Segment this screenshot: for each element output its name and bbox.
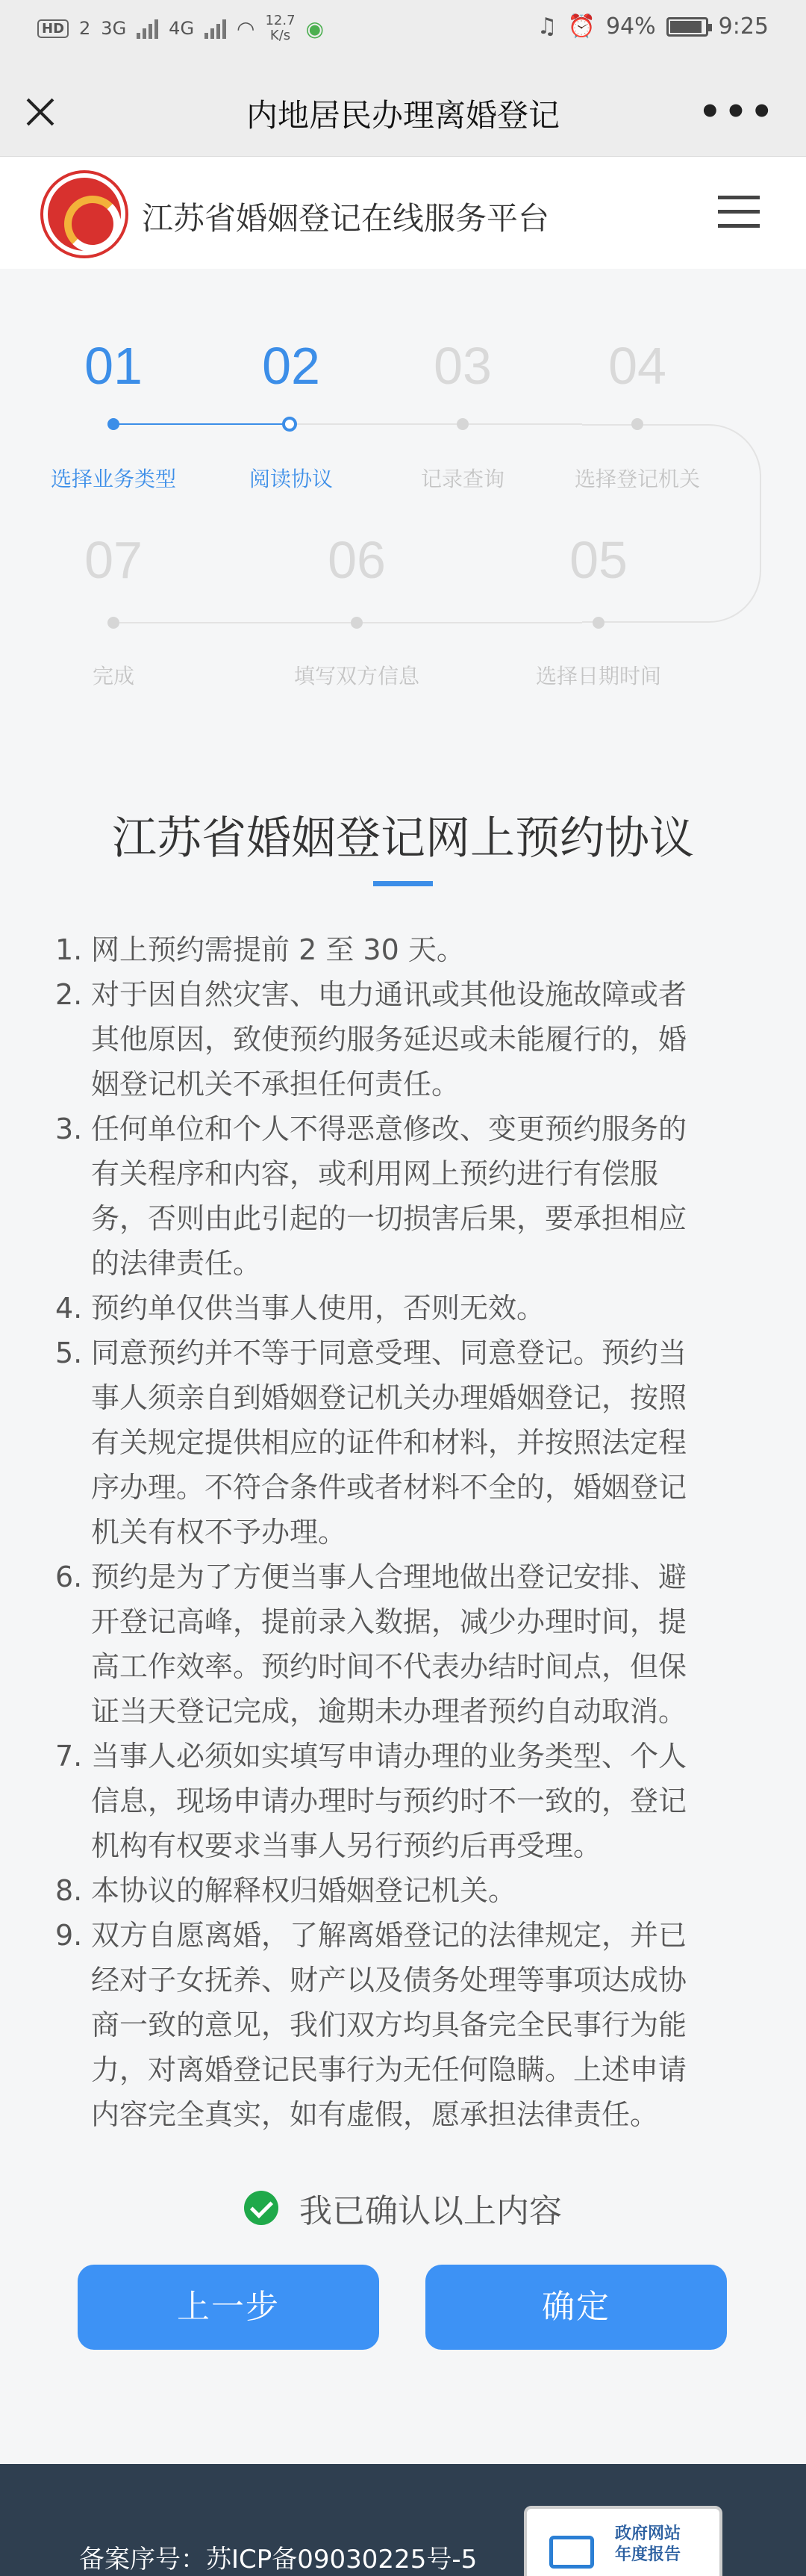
previous-step-button[interactable]: 上一步	[78, 2265, 379, 2350]
item-line: 经对子女抚养、财产以及债务处理等事项达成协	[91, 1964, 687, 1997]
item-line: 本协议的解释权归婚姻登记机关。	[91, 1874, 517, 1907]
item-line: 其他原因，致使预约服务延迟或未能履行的，婚	[91, 1023, 687, 1056]
item-line: 预约单仅供当事人使用，否则无效。	[91, 1292, 546, 1325]
step-label-1[interactable]: 选择业务类型	[50, 467, 176, 491]
agreement-item	[55, 927, 757, 972]
item-number: 1.	[55, 933, 83, 966]
item-line: 内容完全真实，如有虚假，愿承担法律责任。	[91, 2098, 659, 2131]
step-line	[113, 622, 582, 623]
site-logo[interactable]	[43, 173, 125, 255]
headphone-icon: ♫	[537, 13, 557, 40]
item-line: 预约是为了方便当事人合理地做出登记安排、避	[91, 1561, 687, 1593]
status-bar	[0, 0, 806, 64]
step-label-6: 填写双方信息	[293, 664, 419, 688]
item-text	[91, 1331, 687, 1555]
step-progress	[0, 269, 806, 747]
check-circle-icon[interactable]	[244, 2191, 278, 2225]
confirm-checkbox[interactable]	[0, 2184, 806, 2232]
item-line: 对于因自然灾害、电力通讯或其他设施故障或者	[91, 978, 687, 1011]
item-line: 事人须亲自到婚姻登记机关办理婚姻登记，按照	[91, 1381, 687, 1414]
app-notify-icon: ◉	[305, 16, 324, 41]
battery-icon	[666, 17, 708, 37]
item-line: 序办理。不符合条件或者材料不全的，婚姻登记	[91, 1471, 687, 1504]
step-dot-5	[593, 617, 604, 629]
agreement-item	[55, 1555, 757, 1734]
footer	[0, 2464, 806, 2576]
step-number-6: 06	[328, 531, 386, 589]
item-line: 姻登记机关不承担任何责任。	[91, 1068, 460, 1101]
item-number: 7.	[55, 1740, 83, 1773]
step-number-5: 05	[569, 531, 628, 589]
step-line-curve	[582, 424, 761, 623]
step-dot-1	[107, 418, 119, 430]
step-label-2[interactable]: 阅读协议	[249, 467, 333, 491]
step-number-7: 07	[84, 531, 143, 589]
item-line: 机构有权要求当事人另行预约后再受理。	[91, 1829, 602, 1862]
agreement-item	[55, 1331, 757, 1555]
step-label-4: 选择登记机关	[574, 467, 700, 491]
signal-3g-label: 3G	[101, 18, 127, 39]
item-text	[91, 1555, 687, 1734]
confirm-button[interactable]: 确定	[425, 2265, 727, 2350]
item-text	[91, 1913, 687, 2137]
site-title[interactable]: 江苏省婚姻登记在线服务平台	[142, 200, 550, 237]
agreement-item	[55, 1286, 757, 1331]
agreement-item	[55, 1868, 757, 1913]
signal-icon	[137, 18, 158, 39]
step-line	[290, 423, 582, 425]
step-number-2: 02	[262, 337, 320, 395]
report-text: 政府网站 年度报告	[615, 2524, 681, 2564]
net-speed: 12.7 K/s	[265, 13, 296, 43]
step-number-3: 03	[434, 337, 492, 395]
signal-4g-label: 4G	[169, 18, 195, 39]
more-icon[interactable]: •••	[698, 91, 776, 133]
item-text	[91, 1734, 687, 1868]
site-header	[0, 157, 806, 269]
item-line: 的法律责任。	[91, 1247, 262, 1280]
clock: 9:25	[718, 13, 769, 40]
item-line: 同意预约并不等于同意受理、同意登记。预约当	[91, 1337, 687, 1369]
item-line: 务，否则由此引起的一切损害后果，要承担相应	[91, 1202, 687, 1235]
step-number-4: 04	[608, 337, 666, 395]
item-line: 信息，现场申请办理时与预约时不一致的，登记	[91, 1785, 687, 1817]
step-label-7: 完成	[92, 664, 134, 688]
agreement-item	[55, 1913, 757, 2137]
item-number: 3.	[55, 1113, 83, 1145]
battery-percent: 94%	[605, 13, 656, 40]
agreement-item	[55, 972, 757, 1107]
agreement-item	[55, 1107, 757, 1286]
signal-icon-2	[204, 18, 226, 39]
report-icon	[549, 2536, 594, 2569]
item-text	[91, 927, 465, 972]
step-number-1: 01	[84, 337, 143, 395]
title-underline	[373, 881, 433, 886]
status-left	[37, 13, 324, 43]
step-dot-6	[351, 617, 363, 629]
wifi-icon: ◠	[237, 16, 255, 41]
agreement-item	[55, 1734, 757, 1868]
item-line: 机关有权不予办理。	[91, 1516, 347, 1549]
item-line: 有关程序和内容，或利用网上预约进行有偿服	[91, 1157, 659, 1190]
item-number: 8.	[55, 1874, 83, 1907]
item-line: 任何单位和个人不得恶意修改、变更预约服务的	[91, 1113, 687, 1145]
item-line: 双方自愿离婚，了解离婚登记的法律规定，并已	[91, 1919, 687, 1952]
hd-badge: HD	[37, 19, 69, 38]
agreement-title: 江苏省婚姻登记网上预约协议	[112, 812, 694, 865]
alarm-icon: ⏰	[567, 13, 596, 40]
step-dot-7	[107, 617, 119, 629]
item-line: 网上预约需提前 2 至 30 天。	[91, 933, 465, 966]
item-line: 有关规定提供相应的证件和材料，并按照法定程	[91, 1426, 687, 1459]
agreement-terms	[55, 927, 757, 2137]
step-line-done	[113, 423, 290, 425]
step-dot-4	[631, 418, 643, 430]
item-line: 力，对离婚登记民事行为无任何隐瞒。上述申请	[91, 2053, 687, 2086]
gov-report-badge[interactable]	[524, 2506, 722, 2576]
item-line: 商一致的意见，我们双方均具备完全民事行为能	[91, 2009, 687, 2041]
item-text	[91, 972, 687, 1107]
item-number: 4.	[55, 1292, 83, 1325]
item-line: 开登记高峰，提前录入数据，减少办理时间，提	[91, 1605, 687, 1638]
item-line: 证当天登记完成，逾期未办理者预约自动取消。	[91, 1695, 687, 1728]
item-line: 当事人必须如实填写申请办理的业务类型、个人	[91, 1740, 687, 1773]
step-label-5: 选择日期时间	[535, 664, 661, 688]
step-dot-3	[457, 418, 469, 430]
step-label-3: 记录查询	[420, 467, 504, 491]
item-number: 2.	[55, 978, 83, 1011]
status-right	[537, 13, 769, 40]
step-dot-2	[282, 417, 297, 432]
hamburger-menu-icon[interactable]	[718, 196, 760, 228]
item-text	[91, 1107, 687, 1286]
item-line: 高工作效率。预约时间不代表办结时间点，但保	[91, 1650, 687, 1683]
item-number: 5.	[55, 1337, 83, 1369]
item-number: 9.	[55, 1919, 83, 1952]
item-text	[91, 1868, 516, 1913]
item-text	[91, 1286, 545, 1331]
page-title: 内地居民办理离婚登记	[246, 97, 560, 134]
icp-record[interactable]: 备案序号：苏ICP备09030225号-5	[79, 2545, 478, 2575]
navigation-bar	[0, 64, 806, 157]
item-number: 6.	[55, 1561, 83, 1593]
net-left-badge: 2	[79, 18, 91, 39]
confirm-label[interactable]: 我已确认以上内容	[299, 2192, 562, 2230]
